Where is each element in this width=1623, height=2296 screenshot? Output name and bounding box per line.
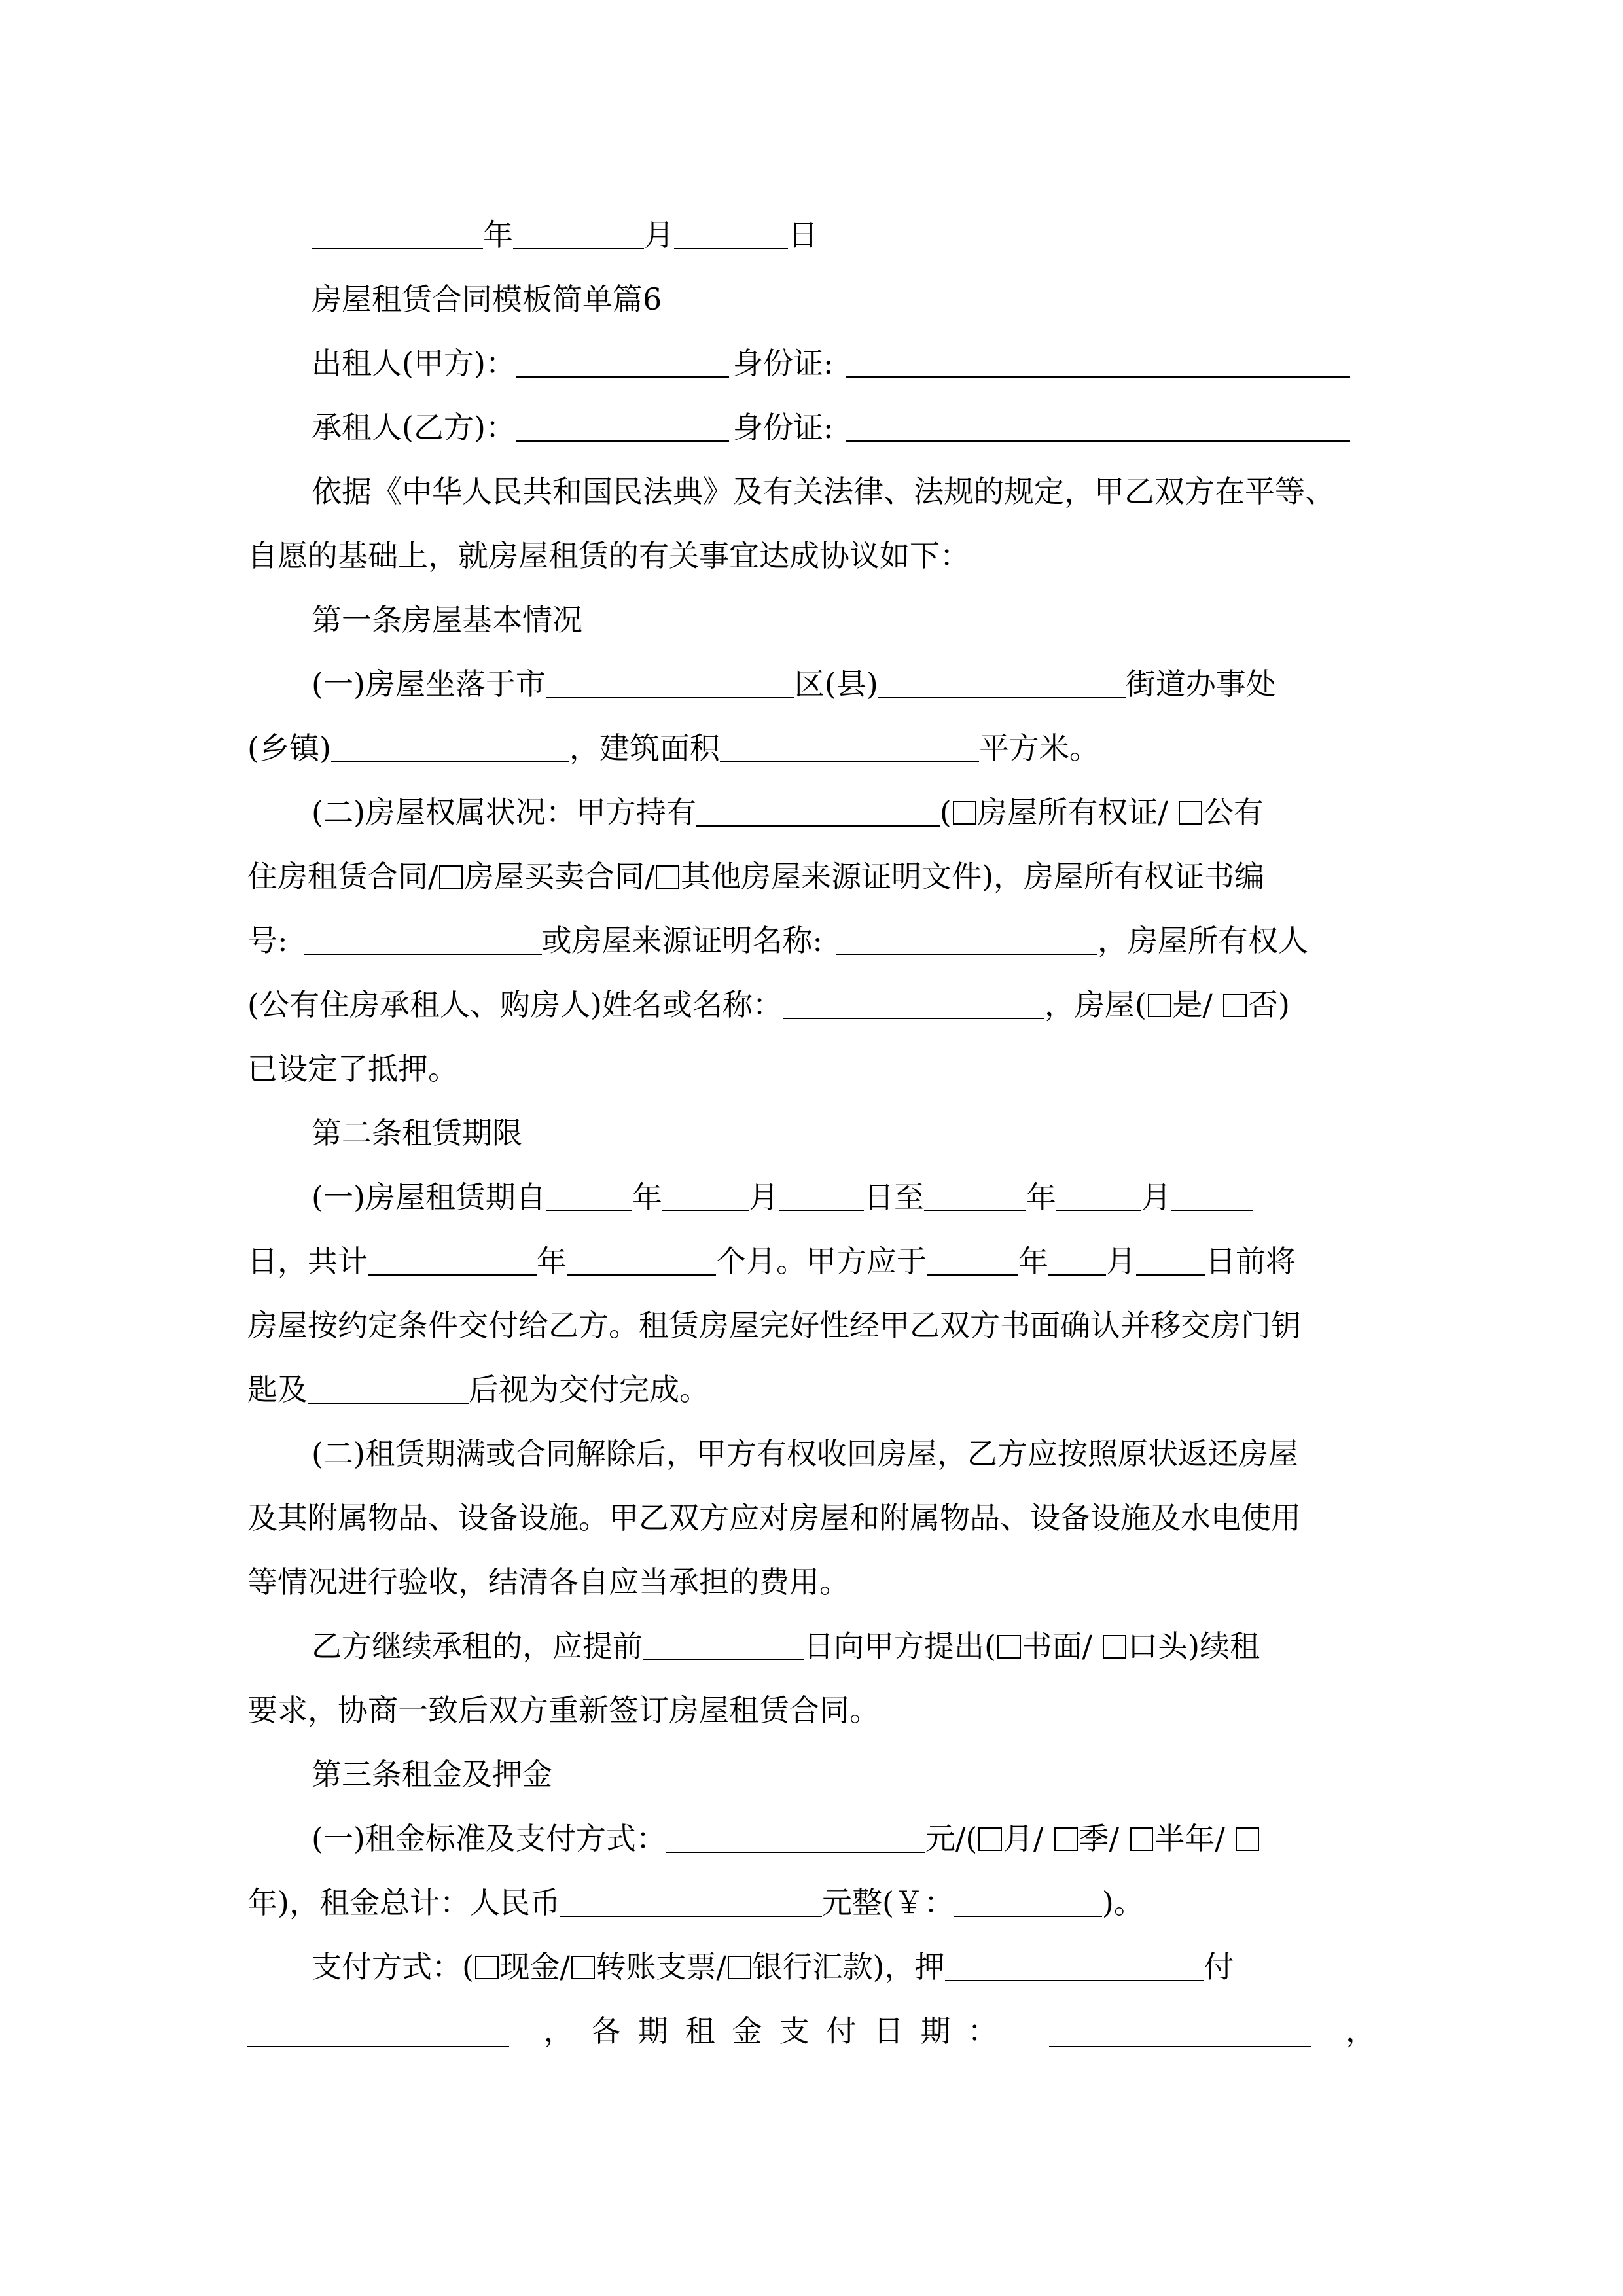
- holder-blank: [696, 793, 940, 826]
- deposit-blank: [945, 1948, 1204, 1981]
- art2-return-line-3: 等情况进行验收，结清各自应当承担的费用。: [247, 1564, 849, 1600]
- lessee-name-blank: [516, 408, 729, 441]
- art1-text: (一)房屋坐落于市: [312, 666, 546, 702]
- art3-text: 月/: [1003, 1821, 1044, 1856]
- rent-amount-blank: [666, 1820, 925, 1852]
- art2-return-line-1: (二)租赁期满或合同解除后，甲方有权收回房屋，乙方应按照原状返还房屋: [312, 1436, 1298, 1471]
- art2-text: 书面/: [1022, 1628, 1092, 1664]
- art1-area-line: [247, 716, 1376, 780]
- art2-text: 乙方继续承租的，应提前: [312, 1628, 643, 1664]
- district-blank: [878, 665, 1126, 698]
- art2-text: 年: [632, 1179, 662, 1215]
- year-label: 年: [483, 217, 513, 253]
- total-years-blank: [368, 1242, 537, 1275]
- lessor-label: 出租人(甲方)：: [312, 346, 516, 381]
- art3-rent-line-2: [247, 1871, 1376, 1935]
- checkbox[interactable]: [997, 1635, 1021, 1659]
- art1-text: 房屋买卖合同/: [464, 859, 655, 894]
- art1-ownership-line-3: [247, 908, 1376, 973]
- art1-location-line: [247, 652, 1376, 716]
- art1-text: 或房屋来源证明名称:: [541, 923, 823, 958]
- start-day-blank: [779, 1178, 864, 1211]
- art3-payment-line-2: [247, 1999, 1376, 2063]
- art2-term-line-1: [247, 1165, 1376, 1229]
- art1-text: ，房屋所有权人: [1097, 923, 1308, 958]
- art2-text: 后视为交付完成。: [469, 1372, 709, 1407]
- town-blank: [331, 729, 569, 762]
- art3-text: 支付方式：(: [312, 1949, 474, 1984]
- checkbox[interactable]: [1179, 801, 1202, 825]
- art2-text: 年: [537, 1244, 567, 1279]
- art3-text: ，: [1345, 2013, 1376, 2049]
- date-line: [247, 203, 1376, 267]
- end-day-blank: [1171, 1178, 1253, 1211]
- art1-text: ，房屋(: [1044, 987, 1147, 1022]
- end-month-blank: [1056, 1178, 1141, 1211]
- art3-text: 银行汇款)，押: [752, 1949, 945, 1984]
- art2-text: 日向甲方提出(: [804, 1628, 996, 1664]
- handover-item-blank: [308, 1371, 469, 1403]
- checkbox[interactable]: [728, 1956, 751, 1979]
- art1-text: 平方米。: [978, 730, 1099, 766]
- checkbox[interactable]: [439, 865, 463, 889]
- deliver-year-blank: [927, 1242, 1018, 1275]
- source-name-blank: [836, 922, 1097, 954]
- checkbox[interactable]: [571, 1956, 595, 1979]
- intro-line-2: 自愿的基础上，就房屋租赁的有关事宜达成协议如下：: [247, 538, 970, 573]
- art2-return-line-2: 及其附属物品、设备设施。甲乙双方应对房屋和附属物品、设备设施及水电使用: [247, 1500, 1301, 1535]
- checkbox[interactable]: [1103, 1635, 1126, 1659]
- lessor-line: [247, 331, 1376, 395]
- renew-days-blank: [643, 1627, 804, 1660]
- art1-ownership-line-2: [247, 844, 1376, 908]
- lessor-id-label: 身份证:: [732, 346, 834, 381]
- lessor-name-blank: [516, 344, 729, 377]
- art2-text: 日，共计: [247, 1244, 368, 1279]
- art2-text: (一)房屋租赁期自: [312, 1179, 546, 1215]
- checkbox[interactable]: [1054, 1827, 1078, 1851]
- art2-renew-line-2: 要求，协商一致后双方重新签订房屋租赁合同。: [247, 1693, 880, 1728]
- art1-text: 住房租赁合同/: [247, 859, 438, 894]
- art3-text: 元整(￥：: [821, 1885, 954, 1920]
- art1-text: 公有: [1204, 795, 1264, 830]
- checkbox[interactable]: [1223, 994, 1247, 1017]
- checkbox[interactable]: [1148, 994, 1171, 1017]
- cert-number-blank: [304, 922, 542, 954]
- city-blank: [546, 665, 794, 698]
- art1-text: 其他房屋来源证明文件)，房屋所有权证书编: [681, 859, 1265, 894]
- art1-text: (: [939, 795, 952, 830]
- checkbox[interactable]: [475, 1956, 499, 1979]
- pay-date-blank: [1049, 2015, 1311, 2047]
- intro-line-1: 依据《中华人民共和国民法典》及有关法律、法规的规定，甲乙双方在平等、: [312, 474, 1335, 509]
- art2-text: 年: [1026, 1179, 1056, 1215]
- lessor-id-blank: [846, 344, 1350, 377]
- art2-renew-line-1: [247, 1614, 1376, 1678]
- art1-text: 否): [1248, 987, 1290, 1022]
- art2-text: 月: [748, 1179, 779, 1215]
- checkbox[interactable]: [1236, 1827, 1259, 1851]
- start-month-blank: [662, 1178, 749, 1211]
- lessee-label: 承租人(乙方)：: [312, 410, 516, 445]
- art3-payment-line-1: [247, 1935, 1376, 1999]
- art2-text: 口头)续租: [1128, 1628, 1260, 1664]
- day-blank: [674, 216, 788, 249]
- art2-text: 年: [1018, 1244, 1048, 1279]
- art3-text: 季/: [1079, 1821, 1120, 1856]
- art2-term-line-2: [247, 1229, 1376, 1293]
- article-1-title: 第一条房屋基本情况: [312, 602, 582, 637]
- area-blank: [720, 729, 979, 762]
- art3-text: 转账支票/: [596, 1949, 727, 1984]
- art1-text: (公有住房承租人、购房人)姓名或名称：: [247, 987, 783, 1022]
- lessee-line: [247, 395, 1376, 459]
- art3-text: 元/(: [925, 1821, 978, 1856]
- art3-text: )。: [1101, 1885, 1144, 1920]
- pay-period-blank: [247, 2015, 509, 2047]
- start-year-blank: [546, 1178, 632, 1211]
- art1-text: 号:: [247, 923, 288, 958]
- rent-total-blank: [560, 1884, 822, 1916]
- article-2-title: 第二条租赁期限: [312, 1115, 522, 1151]
- art1-text: 区(县): [794, 666, 878, 702]
- art2-text: 匙及: [247, 1372, 308, 1407]
- lessee-id-blank: [846, 408, 1350, 441]
- art3-text: 付: [1204, 1949, 1234, 1984]
- art3-text: (一)租金标准及支付方式：: [312, 1821, 666, 1856]
- document-page: [247, 203, 1376, 2063]
- art2-text: 月: [1141, 1179, 1171, 1215]
- art1-ownership-line-5: 已设定了抵押。: [247, 1051, 458, 1086]
- checkbox[interactable]: [1130, 1827, 1154, 1851]
- art2-term-line-4: [247, 1357, 1376, 1422]
- deliver-month-blank: [1048, 1242, 1106, 1275]
- article-3-title: 第三条租金及押金: [312, 1757, 552, 1792]
- art3-text: ，各期租金支付日期：: [543, 2013, 1015, 2049]
- art1-text: 街道办事处: [1125, 666, 1276, 702]
- owner-name-blank: [783, 986, 1044, 1018]
- art3-text: 半年/: [1154, 1821, 1225, 1856]
- art2-text: 日至: [863, 1179, 924, 1215]
- lessee-id-label: 身份证:: [732, 410, 834, 445]
- month-label: 月: [644, 217, 674, 253]
- art1-ownership-line-4: [247, 973, 1376, 1037]
- art1-text: (乡镇): [247, 730, 331, 766]
- day-label: 日: [788, 217, 818, 253]
- art1-ownership-line-1: [247, 780, 1376, 844]
- art3-text: 现金/: [499, 1949, 570, 1984]
- deliver-day-blank: [1136, 1242, 1205, 1275]
- art2-text: 个月。甲方应于: [716, 1244, 927, 1279]
- doc-title: 房屋租赁合同模板简单篇6: [312, 281, 662, 317]
- checkbox[interactable]: [978, 1827, 1002, 1851]
- art1-text: 是/: [1172, 987, 1213, 1022]
- art3-text: 年)，租金总计：人民币: [247, 1885, 560, 1920]
- checkbox[interactable]: [656, 865, 679, 889]
- art3-rent-line-1: [247, 1806, 1376, 1871]
- month-blank: [513, 216, 644, 249]
- art1-text: (二)房屋权属状况：甲方持有: [312, 795, 696, 830]
- checkbox[interactable]: [953, 801, 976, 825]
- art2-term-line-3: 房屋按约定条件交付给乙方。租赁房屋完好性经甲乙双方书面确认并移交房门钥: [247, 1308, 1301, 1343]
- year-blank: [312, 216, 483, 249]
- art2-text: 月: [1106, 1244, 1136, 1279]
- end-year-blank: [924, 1178, 1026, 1211]
- rent-total-figure-blank: [954, 1884, 1102, 1916]
- art2-text: 日前将: [1205, 1244, 1296, 1279]
- art1-text: 房屋所有权证/: [977, 795, 1168, 830]
- total-months-blank: [567, 1242, 716, 1275]
- art1-text: ，建筑面积: [569, 730, 720, 766]
